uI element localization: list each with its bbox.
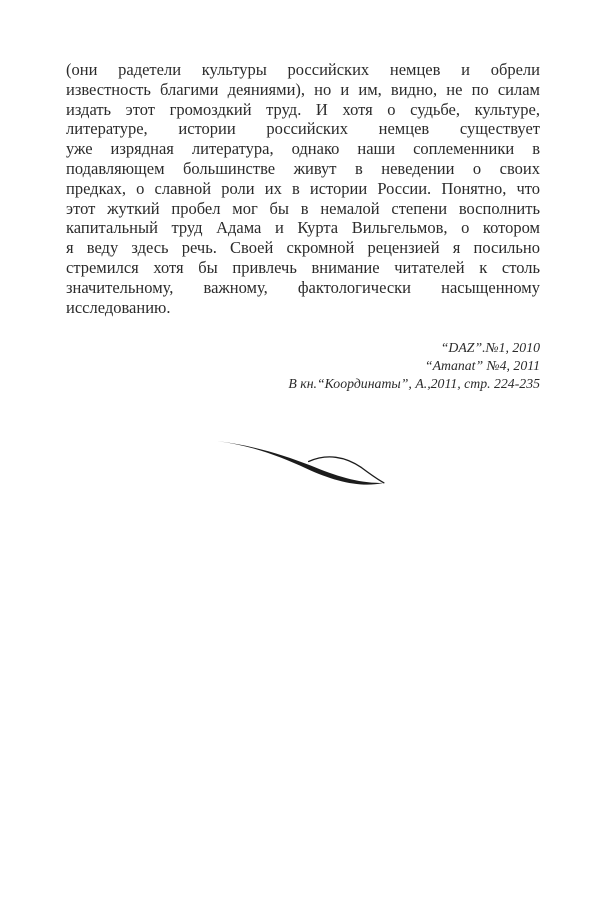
paragraph-line: (они радетели культуры российских немцев и обрели: [66, 60, 540, 79]
paragraph-line: исследованию.: [66, 297, 171, 317]
citation-line: В кн.“Координаты”, А.,2011, стр. 224-235: [288, 375, 540, 391]
paragraph-line: подавляющем большинстве живут в неведении о своих: [66, 158, 540, 178]
paragraph-line: значительному, важному, фактологически насыщенному: [66, 277, 540, 297]
paragraph-line: этот жуткий пробел мог бы в немалой степени восполнить: [66, 198, 540, 218]
paragraph-line: литературе, истории российских немцев существует: [66, 119, 540, 139]
citation-line: “Amanat” №4, 2011: [424, 357, 540, 373]
paragraph-line: капитальный труд Адама и Курта Вильгельмов, о котором: [66, 218, 540, 238]
paragraph-line: я веду здесь речь. Своей скромной рецензией я посильно: [66, 238, 540, 258]
paragraph-line: известность благими деяниями), но и им, видно, не по силам: [66, 79, 540, 99]
paragraph-line: стремился хотя бы привлечь внимание читателей к столь: [66, 257, 540, 277]
paragraph-line: уже изрядная литература, однако наши соплеменники в: [66, 139, 540, 159]
calligraphic-swash-divider-icon: [213, 434, 391, 490]
text-block: [66, 60, 540, 392]
paragraph-line: издать этот громоздкий труд. И хотя о судьбе, культуре,: [66, 99, 540, 119]
citation-line: “DAZ”.№1, 2010: [440, 340, 540, 356]
paragraph-line: предках, о славной роли их в истории России. Понятно, что: [66, 178, 540, 198]
citations-block: [66, 339, 540, 392]
review-paragraph: [66, 60, 540, 317]
